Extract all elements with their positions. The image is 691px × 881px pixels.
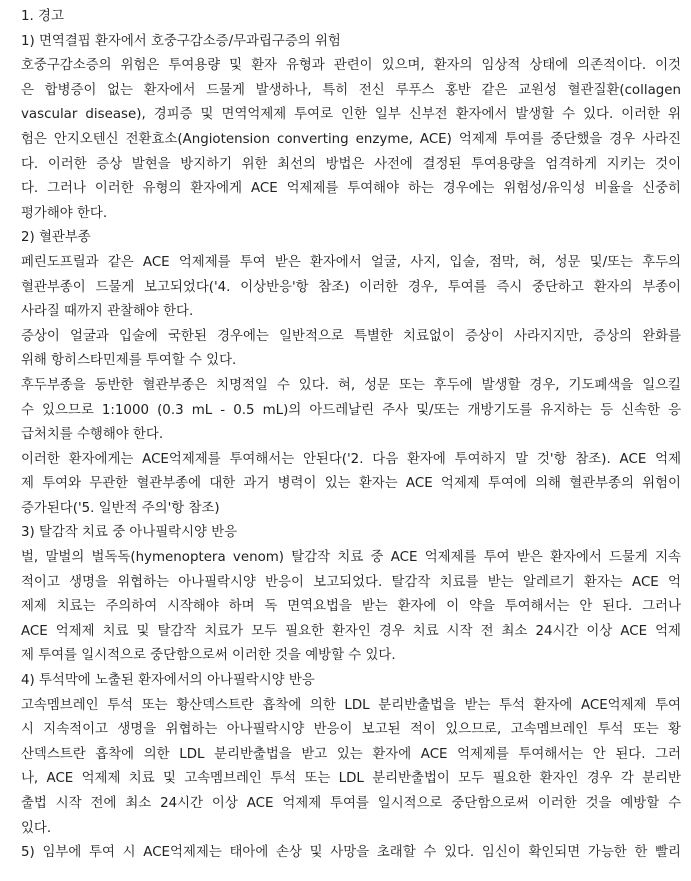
text-line: 1. 경고 [21,9,64,24]
text-line: 후두부종을 동반한 혈관부종은 치명적일 수 있다. 혀, 성문 또는 후두에 발생할 경우, 기도폐색을 일으킬 [21,377,681,393]
text-line: 적이고 생명을 위협하는 아나필락시양 반응이 보고되었다. 탈감작 치료를 받는 알레르기 환자는 ACE 억 [21,574,681,590]
text-line: vascular disease), 경피증 및 면역억제제 투여로 인한 일부 신부전 환자에서 발생할 수 있다. 이러한 위 [21,107,681,123]
text-line: 혈관부종이 드물게 보고되었다('4. 이상반응'항 참조) 이러한 경우, 투여를 즉시 중단하고 환자의 부종이 [21,279,681,295]
text-line: 다. 이러한 증상 발현을 방지하기 위한 최선의 방법은 사전에 결정된 투여용량을 엄격하게 지키는 것이 [21,156,681,172]
text-line: 제제 치료는 주의하여 시작해야 하며 독 면역요법을 받는 환자에 이 약을 투여해서는 안 된다. 그러나 [21,599,681,615]
document-body [21,5,681,866]
text-line: 증상이 얼굴과 입술에 국한된 경우에는 일반적으로 특별한 치료없이 증상이 사라지지만, 증상의 완화를 [21,328,681,344]
text-line: 위해 항히스타민제를 투여할 수 있다. [21,353,237,369]
text-line: 험은 안지오텐신 전환효소(Angiotension converting enzyme, ACE) 억제제 투여를 중단했을 경우 사라진 [21,131,681,147]
text-line: 시 지속적이고 생명을 위협하는 아나필락시양 반응이 보고된 적이 있으므로, 고속멤브레인 투석 또는 황 [21,722,681,738]
text-line: 있다. [21,820,52,836]
text-line: 은 합병증이 없는 환자에서 드물게 발생하나, 특히 전신 루푸스 홍반 같은 교원성 혈관질환(collagen [21,82,681,98]
text-line: 2) 혈관부종 [21,230,91,246]
text-line: 제 투여를 일시적으로 중단함으로써 이러한 것을 예방할 수 있다. [21,648,396,664]
text-line: 1) 면역결핍 환자에서 호중구감소증/무과립구증의 위험 [21,33,341,49]
text-line: 증가된다('5. 일반적 주의'항 참조) [21,500,220,516]
text-line: 수 있으므로 1:1000 (0.3 mL - 0.5 mL)의 아드레날린 주사 및/또는 개방기도를 유지하는 등 신속한 응 [21,402,681,418]
text-line: 5) 임부에 투여 시 ACE억제제는 태아에 손상 및 사망을 초래할 수 있다. 임신이 확인되면 가능한 한 빨리 [21,845,681,861]
text-line: 호중구감소증의 위험은 투여용량 및 환자 유형과 관련이 있으며, 환자의 임상적 상태에 의존적이다. 이것 [21,58,681,74]
text-line: 제 투여와 무관한 혈관부종에 대한 과거 병력이 있는 환자는 ACE 억제제 투여에 의해 혈관부종의 위험이 [21,476,681,492]
text-line: 3) 탈감작 치료 중 아나필락시양 반응 [21,525,238,541]
text-line: 사라질 때까지 관찰해야 한다. [21,304,194,320]
text-line: 고속멤브레인 투석 또는 황산덱스트란 흡착에 의한 LDL 분리반출법을 받는 투석 환자에 ACE억제제 투여 [21,697,681,713]
text-line: 출법 시작 전에 최소 24시간 이상 ACE 억제제 투여를 일시적으로 중단함으로써 이러한 것을 예방할 수 [21,796,681,811]
text-line: 페린도프릴과 같은 ACE 억제제를 투여 받은 환자에서 얼굴, 사지, 입술, 점막, 혀, 성문 및/또는 후두의 [21,254,681,270]
text-line: 4) 투석막에 노출된 환자에서의 아나필락시양 반응 [21,673,315,689]
text-line: 급처치를 수행해야 한다. [21,427,164,443]
text-line: 벌, 말벌의 벌독독(hymenoptera venom) 탈감작 치료 중 ACE 억제제를 투여 받은 환자에서 드물게 지속 [21,550,681,566]
text-line: 이러한 환자에게는 ACE억제제를 투여해서는 안된다('2. 다음 환자에 투여하지 말 것'항 참조). ACE 억제 [21,451,681,467]
text-line: 평가해야 한다. [21,205,108,221]
text-line: 나, ACE 억제제 치료 및 고속멤브레인 투석 또는 LDL 분리반출법이 모두 필요한 환자인 경우 각 분리반 [21,771,681,787]
text-line: 산덱스트란 흡착에 의한 LDL 분리반출법을 받고 있는 환자에 ACE 억제제를 투여해서는 안 된다. 그러 [21,746,681,762]
text-line: ACE 억제제 치료 및 탈감작 치료가 모두 필요한 환자인 경우 치료 시작 전 최소 24시간 이상 ACE 억제 [21,623,681,639]
text-line: 다. 그러나 이러한 유형의 환자에게 ACE 억제제를 투여해야 하는 경우에는 위험성/유익성 비율을 신중히 [21,181,681,197]
